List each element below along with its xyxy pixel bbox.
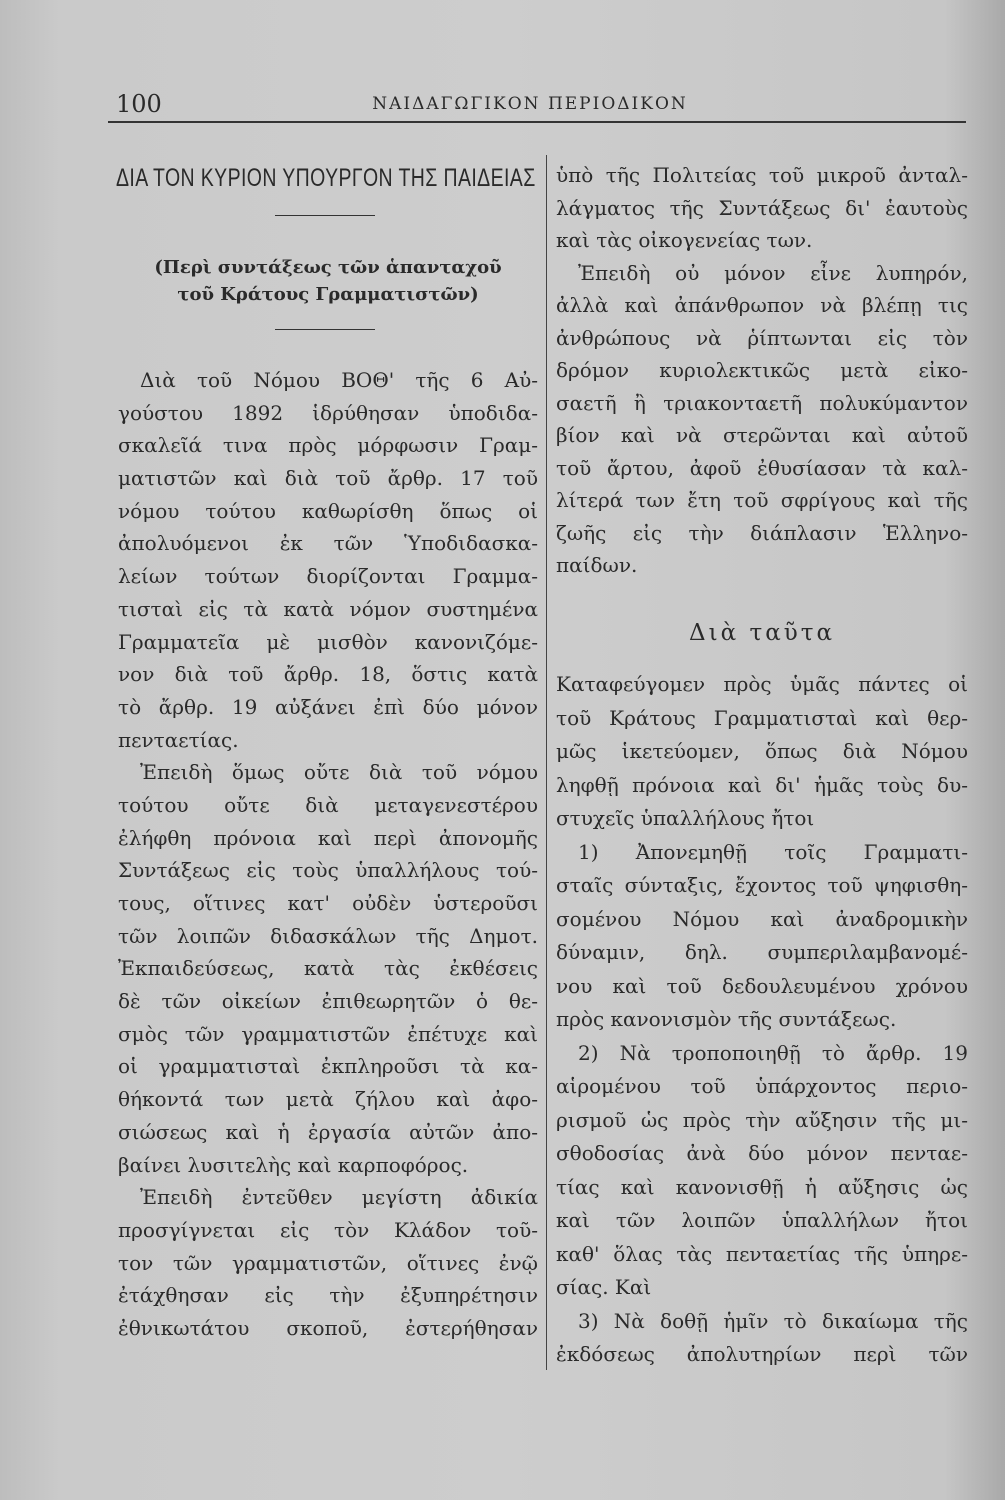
text-line: δύναμιν, δηλ. συμπεριλαμβανομέ-	[556, 940, 968, 964]
text-line: ματιστῶν καὶ διὰ τοῦ ἄρθρ. 17 τοῦ	[118, 466, 538, 491]
text-line: ἐθνικωτάτου σκοποῦ, ἐστερήθησαν	[118, 1315, 538, 1340]
text-line: στυχεῖς ὑπαλλήλους ἤτοι	[556, 806, 815, 830]
text-line: Ἐπειδὴ ὅμως οὔτε διὰ τοῦ νόμου	[140, 760, 538, 785]
text-line: δὲ τῶν οἰκείων ἐπιθεωρητῶν ὁ θε-	[118, 989, 538, 1014]
text-line: σομένου Νόμου καὶ ἀναδρομικὴν	[556, 906, 968, 931]
text-line: γούστου 1892 ἱδρύθησαν ὑποδιδα-	[118, 400, 538, 425]
subtitle-line: (Περὶ συντάξεως τῶν ἁπανταχοῦ	[154, 257, 502, 278]
text-line: πενταετίας.	[118, 727, 239, 752]
column-divider	[546, 155, 547, 1370]
text-line: Συντάξεως εἰς τοὺς ὑπαλλήλους τού-	[118, 858, 538, 883]
text-line: πρὸς κανονισμὸν τῆς συντάξεως.	[556, 1007, 897, 1031]
subtitle-line: τοῦ Κράτους Γραμματιστῶν)	[177, 284, 479, 305]
text-line: 1) Ἀπονεμηθῇ τοῖς Γραμματι-	[578, 839, 968, 864]
text-line: τον τῶν γραμματιστῶν, οἵτινες ἐνῷ	[118, 1250, 538, 1275]
text-line: σμὸς τῶν γραμματιστῶν ἐπέτυχε καὶ	[118, 1021, 538, 1046]
text-line: Διὰ τοῦ Νόμου ΒΟΘ' τῆς 6 Αὐ-	[140, 368, 538, 392]
text-line: σιώσεως καὶ ἡ ἐργασία αὐτῶν ἀπο-	[118, 1119, 538, 1144]
text-line: ἀνθρώπους νὰ ῥίπτωνται εἰς τὸν	[556, 325, 968, 350]
text-line: ἐκδόσεως ἀπολυτηρίων περὶ τῶν	[556, 1342, 968, 1366]
text-line: νόμου τούτου καθωρίσθη ὅπως οἱ	[118, 498, 538, 523]
page-number: 100	[116, 90, 162, 118]
text-line: ἀπολυόμενοι ἐκ τῶν Ὑποδιδασκα-	[118, 531, 538, 556]
text-line: λείων τούτων διορίζονται Γραμμα-	[118, 564, 538, 589]
text-line: ἀλλὰ καὶ ἀπάνθρωπον νὰ βλέπῃ τις	[556, 293, 968, 317]
paragraph	[556, 836, 968, 1037]
header-rule	[108, 121, 966, 123]
text-line: ἐτάχθησαν εἰς τὴν ἐξυπηρέτησιν	[118, 1283, 538, 1308]
paragraph	[556, 159, 968, 257]
paragraph	[118, 1181, 538, 1344]
paragraph	[556, 1305, 968, 1372]
text-line: προσγίγνεται εἰς τὸν Κλάδον τοῦ-	[118, 1217, 538, 1242]
text-line: ρισμοῦ ὡς πρὸς τὴν αὔξησιν τῆς μι-	[556, 1107, 968, 1132]
text-line: τούτου οὔτε διὰ μεταγενεστέρου	[118, 792, 538, 817]
text-line: μῶς ἱκετεύομεν, ὅπως διὰ Νόμου	[556, 739, 968, 763]
text-line: Ἐπειδὴ ἐντεῦθεν μεγίστη ἀδικία	[140, 1185, 538, 1210]
text-line: σκαλεῖά τινα πρὸς μόρφωσιν Γραμ-	[118, 433, 538, 458]
text-line: θήκοντά των μετὰ ζήλου καὶ ἀφο-	[118, 1087, 538, 1112]
text-line: καὶ τῶν λοιπῶν ὑπαλλήλων ἤτοι	[556, 1208, 968, 1232]
text-line: τισταὶ εἰς τὰ κατὰ νόμον συστημένα	[118, 596, 538, 621]
text-line: ληφθῇ πρόνοια καὶ δι' ἡμᾶς τοὺς δυ-	[556, 772, 968, 797]
text-line: λίτερά των ἔτη τοῦ σφρίγους καὶ τῆς	[556, 488, 968, 512]
text-line: λάγματος τῆς Συντάξεως δι' ἑαυτοὺς	[556, 195, 968, 220]
text-line: Ἐπειδὴ οὐ μόνον εἶνε λυπηρόν,	[578, 260, 968, 285]
text-line: βίον καὶ νὰ στερῶνται καὶ αὐτοῦ	[556, 423, 968, 447]
title-rule	[275, 215, 375, 216]
text-line: ἐλήφθη πρόνοια καὶ περὶ ἀπονομῆς	[118, 825, 538, 850]
text-line: ζωῆς εἰς τὴν διάπλασιν Ἑλληνο-	[556, 520, 968, 545]
text-line: τοῦ Κράτους Γραμματισταὶ καὶ θερ-	[556, 705, 968, 730]
text-line: ὑπὸ τῆς Πολιτείας τοῦ μικροῦ ἀνταλ-	[556, 163, 968, 187]
text-line: καὶ τὰς οἰκογενείας των.	[556, 228, 813, 252]
right-column-bottom	[556, 668, 968, 1372]
text-line: δρόμον κυριολεκτικῶς μετὰ εἰκο-	[556, 358, 968, 382]
text-line: οἱ γραμματισταὶ ἐκπληροῦσι τὰ κα-	[118, 1054, 538, 1079]
paragraph	[556, 668, 968, 836]
text-line: βαίνει λυσιτελὴς καὶ καρποφόρος.	[118, 1152, 469, 1177]
text-line: σταῖς σύνταξις, ἔχοντος τοῦ ψηφισθη-	[556, 873, 968, 897]
left-column	[118, 364, 538, 1345]
text-line: Καταφεύγομεν πρὸς ὑμᾶς πάντες οἱ	[556, 672, 968, 696]
running-title: ΝΑΙΔΑΓΩΓΙΚΟΝ ΠΕΡΙΟΔΙΚΟΝ	[372, 94, 688, 114]
paragraph	[118, 364, 538, 756]
subtitle-rule	[275, 329, 375, 330]
text-line: τοῦ ἄρτου, ἀφοῦ ἐθυσίασαν τὰ καλ-	[556, 455, 968, 480]
text-line: 2) Νὰ τροποποιηθῇ τὸ ἄρθρ. 19	[578, 1040, 968, 1065]
text-line: σαετῆ ἢ τριακονταετῆ πολυκύμαντον	[556, 390, 968, 415]
text-line: Γραμματεῖα μὲ μισθὸν κανονιζόμε-	[118, 629, 538, 654]
text-line: σθοδοσίας ἀνὰ δύο μόνον πενταε-	[556, 1141, 968, 1165]
text-line: τους, οἵτινες κατ' οὐδὲν ὑστεροῦσι	[118, 891, 538, 915]
paragraph	[556, 1037, 968, 1305]
text-line: τῶν λοιπῶν διδασκάλων τῆς Δημοτ.	[118, 923, 538, 948]
text-line: τὸ ἄρθρ. 19 αὐξάνει ἐπὶ δύο μόνον	[118, 694, 538, 719]
text-line: 3) Νὰ δοθῇ ἡμῖν τὸ δικαίωμα τῆς	[578, 1308, 968, 1333]
text-line: παίδων.	[556, 553, 638, 577]
text-line: καθ' ὅλας τὰς πενταετίας τῆς ὑπηρε-	[556, 1241, 968, 1266]
text-line: σίας. Καὶ	[556, 1275, 652, 1299]
article-subtitle	[118, 254, 538, 308]
text-line: τίας καὶ κανονισθῇ ἡ αὔξησις ὡς	[556, 1174, 968, 1199]
paragraph	[118, 756, 538, 1181]
text-line: Ἐκπαιδεύσεως, κατὰ τὰς ἐκθέσεις	[118, 956, 538, 981]
text-line: αἱρομένου τοῦ ὑπάρχοντος περιο-	[556, 1074, 968, 1098]
paragraph	[556, 257, 968, 582]
text-line: νου καὶ τοῦ δεδουλευμένου χρόνου	[556, 973, 968, 998]
right-column-top	[556, 159, 968, 582]
text-line: νον διὰ τοῦ ἄρθρ. 18, ὅστις κατὰ	[118, 662, 538, 687]
article-title: ΔΙΑ ΤΟΝ ΚΥΡΙΟΝ ΥΠΟΥΡΓΟΝ ΤΗΣ ΠΑΙΔΕΙΑΣ	[116, 164, 536, 192]
section-heading: Διὰ ταῦτα	[689, 620, 835, 646]
